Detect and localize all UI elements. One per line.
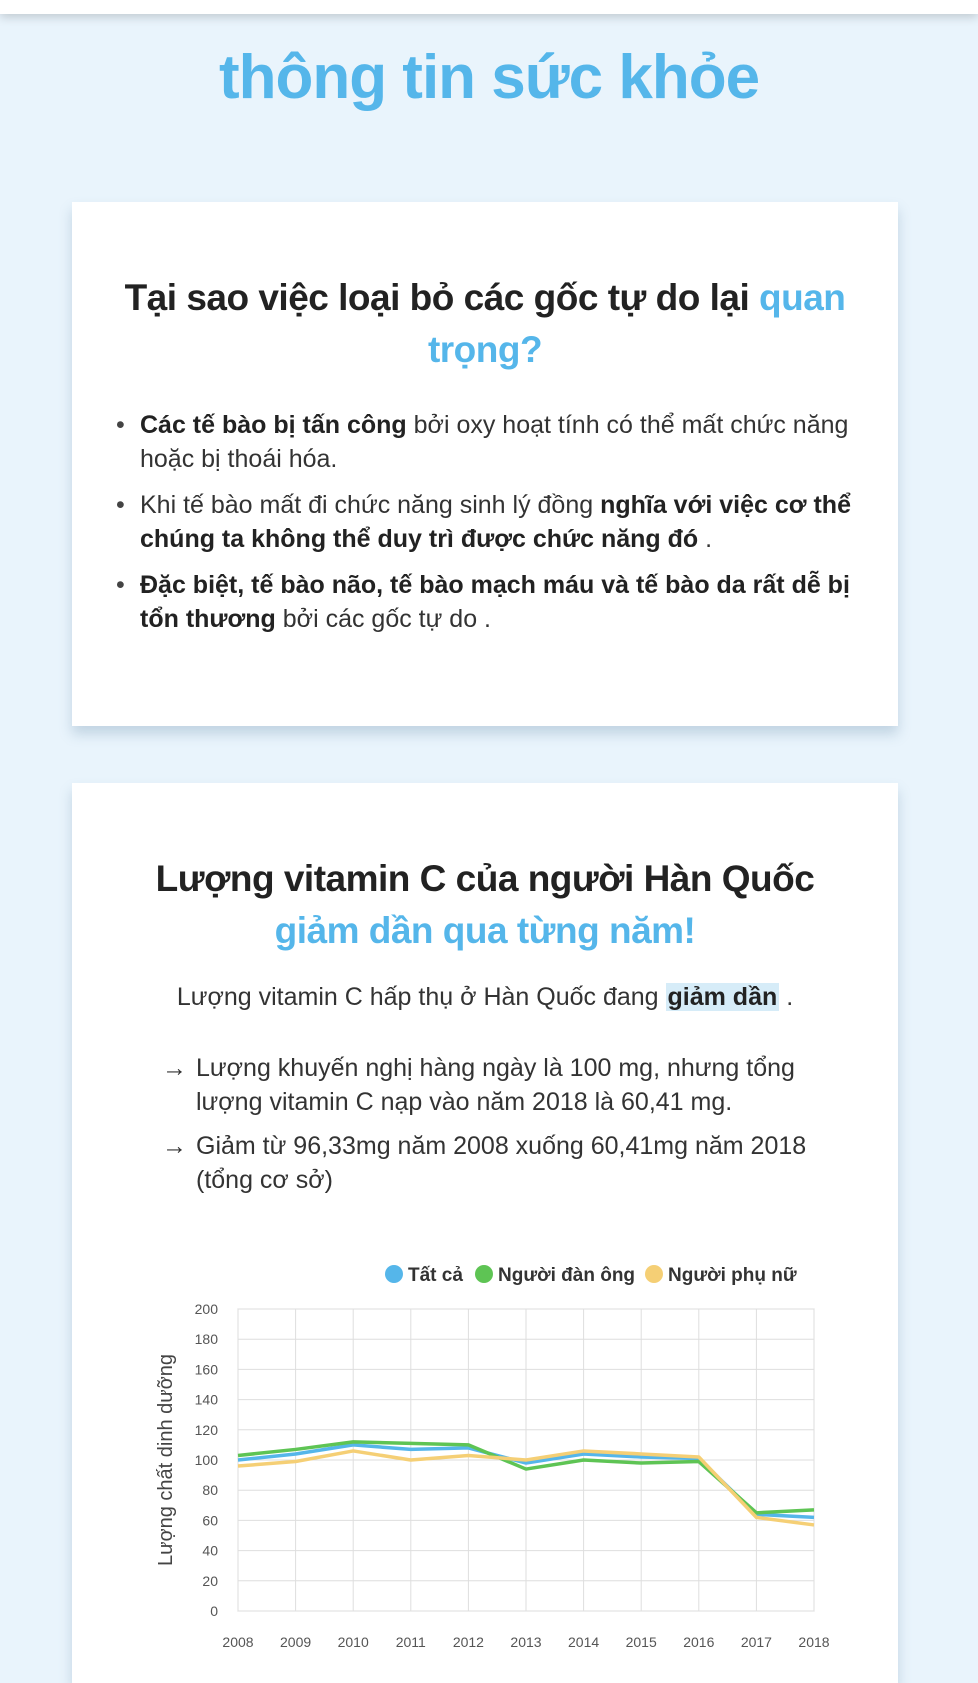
top-bar — [0, 0, 978, 14]
card-title-accent: giảm dần qua từng năm! — [274, 910, 696, 951]
card-title-accent: quan trọng? — [427, 277, 846, 370]
legend-label: Người phụ nữ — [668, 1265, 797, 1286]
y-tick-label: 140 — [194, 1391, 218, 1408]
x-tick-label: 2016 — [683, 1634, 715, 1650]
bullet-bold-text: nghĩa với việc cơ thể chúng ta không thể duy trì được chức năng đó — [140, 491, 851, 553]
bullet-tail: . — [698, 525, 713, 553]
x-tick-label: 2013 — [510, 1634, 542, 1650]
vitamin-c-line-chart — [72, 783, 898, 1673]
chart-legend — [385, 1265, 797, 1286]
x-tick-label: 2017 — [740, 1634, 772, 1650]
x-axis-ticks — [222, 1634, 829, 1650]
card-title-main: Tại sao việc loại bỏ các gốc tự do lại — [124, 277, 750, 318]
bullet-item — [116, 408, 868, 476]
legend-marker — [385, 1265, 403, 1283]
bullet-item — [116, 488, 868, 556]
bullet-bold-text: Các tế bào bị tấn công — [140, 411, 407, 439]
x-tick-label: 2018 — [798, 1634, 830, 1650]
x-tick-label: 2014 — [568, 1634, 600, 1650]
y-tick-label: 180 — [194, 1331, 218, 1348]
y-tick-label: 0 — [210, 1603, 218, 1619]
legend-label: Người đàn ông — [498, 1265, 636, 1286]
card-title — [112, 272, 858, 376]
page-title: thông tin sức khỏe — [218, 43, 760, 112]
arrow-point: → Giảm từ 96,33mg năm 2008 xuống 60,41mg năm 2018 (tổng cơ sở) — [162, 1129, 838, 1197]
bullet-text: bởi oxy hoạt tính có thể mất chức năng hoặc bị thoái hóa. — [140, 411, 849, 473]
y-axis-label: Lượng chất dinh dưỡng — [155, 1353, 177, 1567]
y-tick-label: 40 — [202, 1542, 218, 1559]
y-tick-label: 80 — [202, 1482, 218, 1499]
intro-text-main: Lượng vitamin C hấp thụ ở Hàn Quốc đang — [176, 983, 666, 1011]
x-tick-label: 2010 — [337, 1634, 369, 1650]
bullet-bold-text: Đặc biệt, tế bào não, tế bào mạch máu và tế bào da rất dễ bị tổn thương — [140, 571, 850, 633]
x-tick-label: 2015 — [625, 1634, 657, 1650]
legend-marker — [475, 1265, 493, 1283]
arrow-point: → Lượng khuyến nghị hàng ngày là 100 mg, nhưng tổng lượng vitamin C nạp vào năm 2018 là 60,41 mg. — [162, 1051, 838, 1119]
x-tick-label: 2012 — [452, 1634, 484, 1650]
y-tick-label: 20 — [202, 1572, 218, 1589]
free-radicals-card — [72, 202, 898, 726]
legend-label: Tất cả — [408, 1265, 463, 1286]
bullet-text: bởi các gốc tự do . — [275, 605, 492, 633]
y-tick-label: 60 — [202, 1512, 218, 1529]
x-tick-label: 2008 — [222, 1634, 254, 1650]
x-tick-label: 2009 — [280, 1634, 312, 1650]
bullet-text: Khi tế bào mất đi chức năng sinh lý đồng — [140, 491, 601, 519]
y-tick-label: 120 — [194, 1421, 218, 1438]
y-axis-ticks — [195, 1301, 219, 1619]
y-tick-label: 100 — [194, 1452, 218, 1468]
bullet-list — [116, 408, 868, 648]
legend-marker — [645, 1265, 663, 1283]
x-tick-label: 2011 — [395, 1634, 426, 1650]
y-tick-label: 160 — [194, 1361, 218, 1378]
intro-highlight: giảm dần — [667, 983, 778, 1011]
intro-tail: . — [779, 983, 794, 1011]
vitamin-c-card — [72, 783, 898, 1683]
card-title-main: Lượng vitamin C của người Hàn Quốc — [155, 858, 815, 899]
y-tick-label: 200 — [194, 1301, 218, 1317]
bullet-item — [116, 568, 868, 636]
